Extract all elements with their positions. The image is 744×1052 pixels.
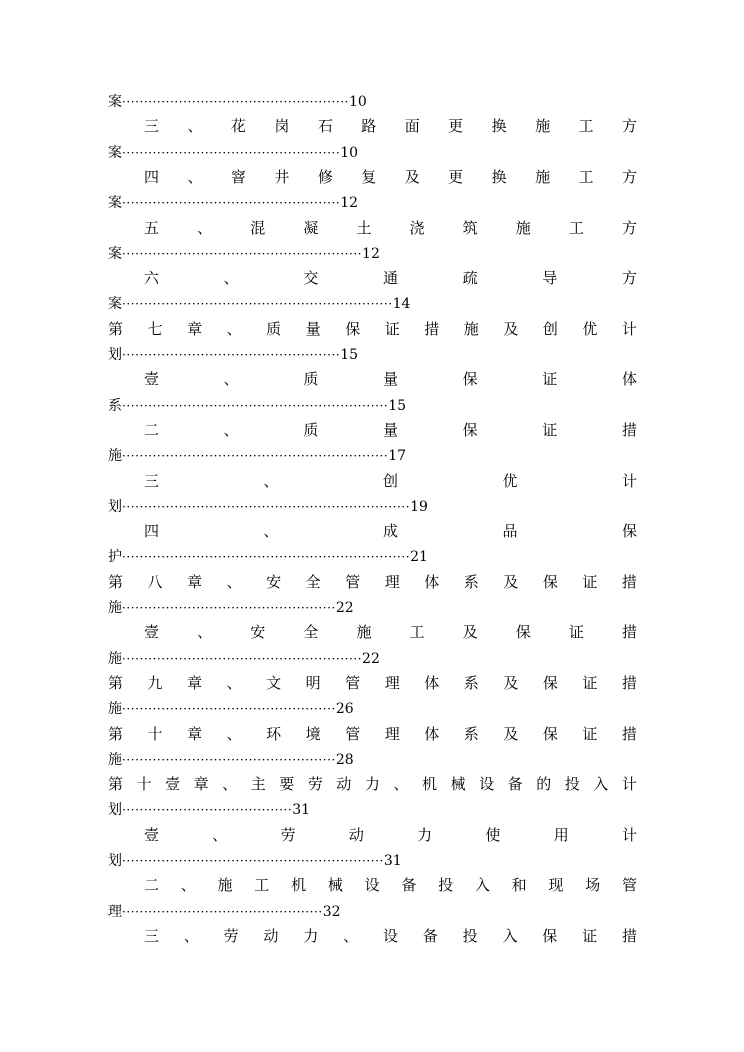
toc-page-number: 21 <box>410 549 428 566</box>
toc-page-number: 15 <box>340 347 359 363</box>
heading-char: 、 <box>222 775 238 794</box>
toc-entry-title-end: 案 <box>108 296 122 313</box>
heading-char: 使 <box>485 825 501 844</box>
heading-char: 施 <box>515 218 531 237</box>
heading-char: 、 <box>226 319 242 338</box>
toc-entry-continuation[interactable] <box>108 648 380 669</box>
toc-entry-title-end: 施 <box>108 701 122 718</box>
heading-char: 、 <box>223 420 239 439</box>
heading-char: 力 <box>364 775 380 794</box>
heading-char: 导 <box>542 269 558 288</box>
heading-char: 、 <box>197 623 213 642</box>
heading-char: 凝 <box>303 218 319 237</box>
heading-char: 、 <box>226 572 242 591</box>
heading-char: 方 <box>621 167 637 186</box>
toc-section-heading[interactable] <box>144 218 637 238</box>
toc-entry-title-end: 施 <box>108 448 122 465</box>
heading-char: 方 <box>621 269 637 288</box>
toc-entry-title-end: 系 <box>108 397 122 414</box>
heading-char: 章 <box>193 775 209 794</box>
toc-page-number: 31 <box>292 802 311 819</box>
toc-dot-leader: ·················································· <box>122 145 341 160</box>
heading-char: 备 <box>401 876 417 895</box>
toc-section-heading[interactable] <box>144 268 637 288</box>
heading-char: 、 <box>263 522 279 541</box>
heading-char: 入 <box>474 876 490 895</box>
toc-page-number: 10 <box>348 94 367 110</box>
heading-char: 理 <box>384 724 400 743</box>
heading-char: 及 <box>503 572 519 591</box>
heading-char: 措 <box>621 420 637 439</box>
toc-page-number: 15 <box>388 397 407 414</box>
heading-char: 用 <box>553 825 569 844</box>
heading-char: 三 <box>144 117 160 136</box>
toc-dot-leader: ····························································· <box>122 398 389 413</box>
heading-char: 措 <box>621 673 637 692</box>
heading-char: 创 <box>542 319 558 338</box>
heading-char: 及 <box>503 319 519 338</box>
heading-char: 投 <box>438 876 454 895</box>
toc-section-heading[interactable] <box>144 369 637 389</box>
toc-entry-title-end: 案 <box>108 144 122 161</box>
toc-chapter-heading[interactable] <box>108 774 637 794</box>
toc-section-heading[interactable] <box>144 521 637 541</box>
heading-char: 全 <box>303 623 319 642</box>
heading-char: 证 <box>542 370 558 389</box>
heading-char: 工 <box>254 876 270 895</box>
heading-char: 保 <box>542 572 558 591</box>
heading-char: 六 <box>144 269 160 288</box>
heading-char: 安 <box>266 572 282 591</box>
heading-char: 械 <box>327 876 343 895</box>
heading-char: 、 <box>187 117 203 136</box>
toc-page-number: 22 <box>335 600 354 616</box>
heading-char: 措 <box>424 319 440 338</box>
toc-chapter-heading[interactable] <box>108 673 637 693</box>
heading-char: 设 <box>382 926 398 945</box>
heading-char: 措 <box>621 572 637 591</box>
heading-char: 、 <box>226 673 242 692</box>
toc-dot-leader: ·················································· <box>122 196 341 211</box>
heading-char: 力 <box>417 825 433 844</box>
heading-char: 劳 <box>223 926 239 945</box>
heading-char: 的 <box>536 775 552 794</box>
heading-char: 八 <box>147 572 163 591</box>
toc-dot-leader: ················································· <box>122 601 336 615</box>
heading-char: 投 <box>564 775 580 794</box>
heading-char: 、 <box>263 471 279 490</box>
toc-entry-continuation[interactable] <box>108 395 406 416</box>
heading-char: 理 <box>384 572 400 591</box>
heading-char: 施 <box>217 876 233 895</box>
heading-char: 劳 <box>307 775 323 794</box>
toc-section-heading[interactable] <box>144 875 637 895</box>
heading-char: 成 <box>382 522 398 541</box>
heading-char: 优 <box>502 471 518 490</box>
toc-entry-continuation[interactable] <box>108 698 354 719</box>
toc-page-number: 31 <box>383 853 402 869</box>
toc-entry-title-end: 施 <box>108 600 122 616</box>
toc-entry-title-end: 案 <box>108 245 122 262</box>
toc-entry-continuation[interactable] <box>108 496 428 517</box>
heading-char: 投 <box>462 926 478 945</box>
heading-char: 量 <box>305 319 321 338</box>
heading-char: 管 <box>345 572 361 591</box>
heading-char: 、 <box>187 167 203 186</box>
heading-char: 管 <box>345 673 361 692</box>
heading-char: 保 <box>542 926 558 945</box>
heading-char: 证 <box>582 572 598 591</box>
heading-char: 文 <box>266 673 282 692</box>
heading-char: 入 <box>502 926 518 945</box>
heading-char: 动 <box>336 775 352 794</box>
heading-char: 保 <box>462 420 478 439</box>
heading-char: 及 <box>503 673 519 692</box>
heading-char: 井 <box>274 167 290 186</box>
heading-char: 系 <box>463 724 479 743</box>
heading-char: 措 <box>621 926 637 945</box>
heading-char: 壹 <box>144 623 160 642</box>
toc-entry-title-end: 护 <box>108 549 122 566</box>
heading-char: 三 <box>144 471 160 490</box>
toc-dot-leader: ················································· <box>122 752 336 767</box>
heading-char: 优 <box>582 319 598 338</box>
heading-char: 机 <box>422 775 438 794</box>
heading-char: 、 <box>226 724 242 743</box>
toc-dot-leader: ······························································ <box>122 297 393 312</box>
toc-entry-continuation[interactable] <box>108 749 354 770</box>
heading-char: 场 <box>585 876 601 895</box>
heading-char: 、 <box>212 825 228 844</box>
toc-dot-leader: ················································· <box>122 702 336 717</box>
heading-char: 第 <box>108 673 124 692</box>
heading-char: 设 <box>364 876 380 895</box>
heading-char: 创 <box>382 471 398 490</box>
toc-dot-leader: ······································· <box>122 803 293 818</box>
heading-char: 备 <box>507 775 523 794</box>
heading-char: 花 <box>230 117 246 136</box>
toc-section-heading[interactable] <box>144 116 637 136</box>
heading-char: 筑 <box>462 218 478 237</box>
heading-char: 通 <box>382 269 398 288</box>
heading-char: 计 <box>621 471 637 490</box>
toc-chapter-heading[interactable] <box>108 319 637 339</box>
heading-char: 十 <box>136 775 152 794</box>
heading-char: 保 <box>515 623 531 642</box>
toc-dot-leader: ·································································· <box>122 499 411 514</box>
heading-char: 动 <box>348 825 364 844</box>
toc-section-heading[interactable] <box>144 825 637 845</box>
toc-entry-continuation[interactable] <box>108 344 358 365</box>
toc-page-number: 10 <box>340 144 359 161</box>
heading-char: 土 <box>356 218 372 237</box>
heading-char: 量 <box>382 420 398 439</box>
heading-char: 第 <box>108 724 124 743</box>
heading-char: 二 <box>144 420 160 439</box>
heading-char: 证 <box>582 926 598 945</box>
heading-char: 窨 <box>230 167 246 186</box>
heading-char: 境 <box>305 724 321 743</box>
toc-page-number: 32 <box>322 903 341 920</box>
heading-char: 四 <box>144 167 160 186</box>
heading-char: 十 <box>147 724 163 743</box>
toc-dot-leader: ·············································· <box>122 904 323 919</box>
heading-char: 动 <box>263 926 279 945</box>
toc-entry-continuation[interactable] <box>108 91 367 112</box>
heading-char: 更 <box>448 167 464 186</box>
toc-entry-title-end: 施 <box>108 650 122 667</box>
heading-char: 更 <box>448 117 464 136</box>
heading-char: 措 <box>621 623 637 642</box>
heading-char: 质 <box>266 319 282 338</box>
toc-entry-continuation[interactable] <box>108 901 341 922</box>
heading-char: 及 <box>404 167 420 186</box>
heading-char: 械 <box>450 775 466 794</box>
toc-entry-title-end: 划 <box>108 802 122 819</box>
heading-char: 工 <box>578 117 594 136</box>
heading-char: 证 <box>542 420 558 439</box>
heading-char: 备 <box>422 926 438 945</box>
heading-char: 计 <box>621 319 637 338</box>
toc-dot-leader: ···················································· <box>122 95 349 109</box>
heading-char: 管 <box>621 876 637 895</box>
toc-page-number: 26 <box>335 701 354 718</box>
heading-char: 混 <box>250 218 266 237</box>
heading-char: 系 <box>463 572 479 591</box>
heading-char: 安 <box>250 623 266 642</box>
toc-page-number: 28 <box>335 751 354 768</box>
heading-char: 保 <box>345 319 361 338</box>
toc-entry-continuation[interactable] <box>108 445 406 466</box>
heading-char: 第 <box>108 572 124 591</box>
heading-char: 浇 <box>409 218 425 237</box>
toc-dot-leader: ·················································· <box>122 348 341 362</box>
heading-char: 要 <box>279 775 295 794</box>
toc-entry-title-end: 划 <box>108 498 122 515</box>
heading-char: 第 <box>108 775 124 794</box>
heading-char: 及 <box>462 623 478 642</box>
heading-char: 方 <box>621 117 637 136</box>
heading-char: 系 <box>463 673 479 692</box>
heading-char: 、 <box>343 926 359 945</box>
toc-entry-continuation[interactable] <box>108 142 358 163</box>
heading-char: 工 <box>578 167 594 186</box>
toc-section-heading[interactable] <box>144 420 637 440</box>
heading-char: 壹 <box>165 775 181 794</box>
heading-char: 明 <box>305 673 321 692</box>
toc-page-number: 12 <box>340 195 359 212</box>
heading-char: 全 <box>305 572 321 591</box>
heading-char: 二 <box>144 876 160 895</box>
heading-char: 疏 <box>462 269 478 288</box>
heading-char: 石 <box>317 117 333 136</box>
toc-entry-continuation[interactable] <box>108 597 354 618</box>
heading-char: 证 <box>582 673 598 692</box>
heading-char: 主 <box>250 775 266 794</box>
toc-entry-continuation[interactable] <box>108 243 380 264</box>
heading-char: 质 <box>303 370 319 389</box>
heading-char: 复 <box>361 167 377 186</box>
heading-char: 、 <box>180 876 196 895</box>
toc-entry-title-end: 划 <box>108 853 122 869</box>
heading-char: 力 <box>303 926 319 945</box>
toc-dot-leader: ·································································· <box>122 550 411 565</box>
heading-char: 工 <box>568 218 584 237</box>
toc-entry-continuation[interactable] <box>108 850 402 871</box>
toc-entry-title-end: 划 <box>108 347 122 363</box>
heading-char: 体 <box>424 673 440 692</box>
heading-char: 量 <box>382 370 398 389</box>
heading-char: 路 <box>361 117 377 136</box>
toc-dot-leader: ······················································· <box>122 246 363 261</box>
heading-char: 方 <box>621 218 637 237</box>
heading-char: 章 <box>187 319 203 338</box>
heading-char: 措 <box>621 724 637 743</box>
heading-char: 岗 <box>274 117 290 136</box>
heading-char: 壹 <box>144 370 160 389</box>
heading-char: 证 <box>582 724 598 743</box>
heading-char: 及 <box>503 724 519 743</box>
toc-page-number: 17 <box>388 448 407 465</box>
heading-char: 工 <box>409 623 425 642</box>
heading-char: 环 <box>266 724 282 743</box>
heading-char: 保 <box>621 522 637 541</box>
toc-entry-continuation[interactable] <box>108 546 428 567</box>
heading-char: 保 <box>542 724 558 743</box>
toc-page-number: 14 <box>392 296 411 313</box>
heading-char: 三 <box>144 926 160 945</box>
heading-char: 修 <box>317 167 333 186</box>
heading-char: 施 <box>356 623 372 642</box>
heading-char: 第 <box>108 319 124 338</box>
heading-char: 证 <box>384 319 400 338</box>
heading-char: 体 <box>424 572 440 591</box>
heading-char: 质 <box>303 420 319 439</box>
heading-char: 施 <box>463 319 479 338</box>
toc-page-number: 12 <box>362 245 380 262</box>
heading-char: 理 <box>384 673 400 692</box>
toc-section-heading[interactable] <box>144 926 637 946</box>
toc-section-heading[interactable] <box>144 167 637 187</box>
toc-entry-title-end: 施 <box>108 751 122 768</box>
toc-section-heading[interactable] <box>144 622 637 642</box>
toc-page-number: 19 <box>410 498 428 515</box>
toc-dot-leader: ······················································· <box>122 651 363 666</box>
toc-chapter-heading[interactable] <box>108 724 637 744</box>
heading-char: 换 <box>491 167 507 186</box>
heading-char: 章 <box>187 673 203 692</box>
heading-char: 四 <box>144 522 160 541</box>
toc-entry-continuation[interactable] <box>108 799 310 820</box>
toc-chapter-heading[interactable] <box>108 572 637 592</box>
heading-char: 施 <box>535 167 551 186</box>
toc-dot-leader: ····························································· <box>122 449 389 464</box>
heading-char: 计 <box>621 825 637 844</box>
heading-char: 体 <box>621 370 637 389</box>
heading-char: 和 <box>511 876 527 895</box>
heading-char: 机 <box>291 876 307 895</box>
toc-entry-title-end: 案 <box>108 195 122 212</box>
heading-char: 换 <box>491 117 507 136</box>
heading-char: 、 <box>393 775 409 794</box>
toc-entry-continuation[interactable] <box>108 192 358 213</box>
heading-char: 保 <box>542 673 558 692</box>
heading-char: 保 <box>462 370 478 389</box>
heading-char: 设 <box>479 775 495 794</box>
heading-char: 章 <box>187 572 203 591</box>
heading-char: 劳 <box>280 825 296 844</box>
heading-char: 九 <box>147 673 163 692</box>
heading-char: 、 <box>223 269 239 288</box>
heading-char: 面 <box>404 117 420 136</box>
heading-char: 七 <box>147 319 163 338</box>
toc-dot-leader: ···························································· <box>122 854 384 868</box>
toc-page-number: 22 <box>362 650 380 667</box>
heading-char: 管 <box>345 724 361 743</box>
heading-char: 、 <box>223 370 239 389</box>
heading-char: 体 <box>424 724 440 743</box>
heading-char: 、 <box>197 218 213 237</box>
heading-char: 五 <box>144 218 160 237</box>
heading-char: 证 <box>568 623 584 642</box>
heading-char: 品 <box>502 522 518 541</box>
heading-char: 计 <box>621 775 637 794</box>
heading-char: 、 <box>183 926 199 945</box>
heading-char: 交 <box>303 269 319 288</box>
heading-char: 章 <box>187 724 203 743</box>
toc-entry-title-end: 理 <box>108 903 122 920</box>
heading-char: 壹 <box>144 825 160 844</box>
toc-entry-continuation[interactable] <box>108 293 410 314</box>
toc-section-heading[interactable] <box>144 471 637 491</box>
heading-char: 入 <box>593 775 609 794</box>
heading-char: 施 <box>535 117 551 136</box>
toc-entry-title-end: 案 <box>108 94 122 110</box>
heading-char: 现 <box>548 876 564 895</box>
